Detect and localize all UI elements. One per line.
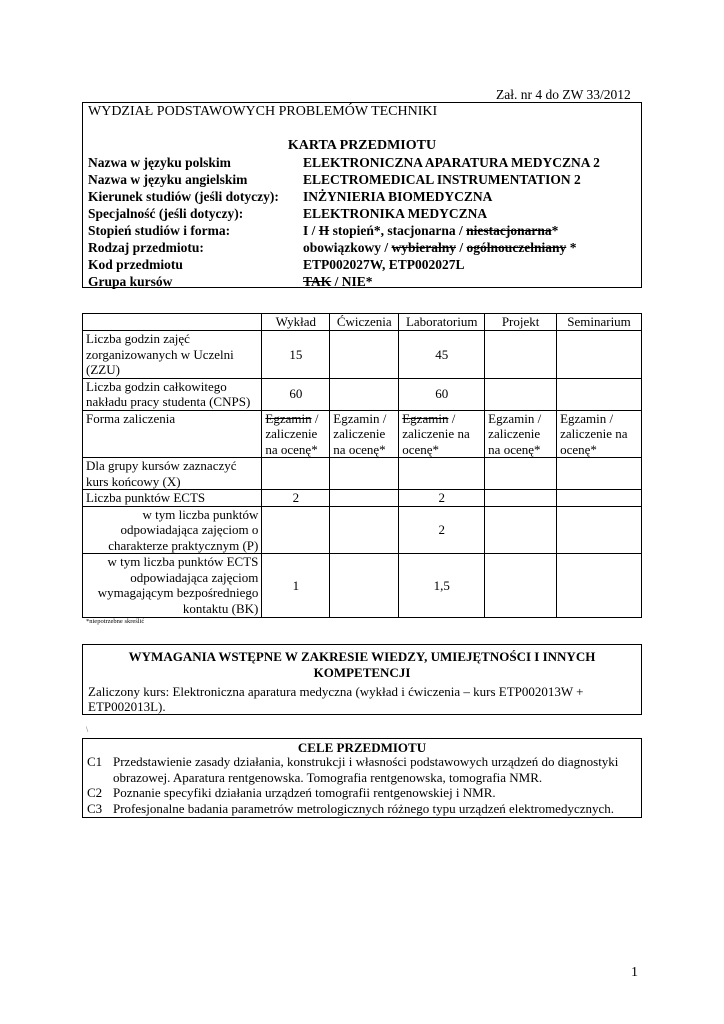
course-group-label: Grupa kursów: [88, 274, 173, 289]
table-row: [83, 410, 642, 458]
table-header-cell: Wykład: [262, 314, 330, 331]
course-group-struck: TAK: [303, 274, 332, 289]
name-polish-value: ELEKTRONICZNA APARATURA MEDYCZNA 2: [303, 155, 600, 170]
goal-text: Profesjonalne badania parametrów metrologicznych różnego typu urządzeń elektromedycznych.: [113, 801, 615, 816]
row-label: Liczba godzin zajęć zorganizowanych w Uczelni (ZZU): [83, 331, 262, 379]
table-cell: 60: [262, 378, 330, 410]
table-row: [83, 490, 642, 507]
study-level-part: I /: [303, 223, 319, 238]
table-row: [83, 458, 642, 490]
course-type-part: /: [456, 240, 467, 255]
field-of-study-row: [88, 189, 492, 205]
name-polish-row: [88, 155, 600, 171]
option-text: Egzamin /: [488, 410, 542, 426]
course-type-row: [88, 240, 576, 256]
goal-code: C1: [87, 754, 103, 769]
table-cell: [485, 410, 557, 458]
attachment-reference: Zał. nr 4 do ZW 33/2012: [496, 87, 631, 102]
table-cell: 2: [262, 490, 330, 507]
goals-title: CELE PRZEDMIOTU: [297, 740, 427, 755]
table-cell: [330, 490, 399, 507]
table-header-cell: Projekt: [485, 314, 557, 331]
table-cell: 2: [399, 490, 485, 507]
table-header-cell: [83, 314, 262, 331]
table-cell: [330, 506, 399, 554]
table-cell: 1,5: [399, 554, 485, 618]
name-english-label: Nazwa w języku angielskim: [88, 172, 248, 187]
footnote: *niepotrzebne skreślić: [86, 618, 145, 625]
table-cell: [330, 458, 399, 490]
table-row: [83, 331, 642, 379]
option-text: zaliczenie na ocenę*: [488, 426, 541, 457]
course-type-struck: wybieralny: [391, 240, 457, 255]
card-title: KARTA PRZEDMIOTU: [287, 138, 437, 153]
table-cell: [262, 458, 330, 490]
table-header-row: [83, 314, 642, 331]
course-type-struck: ogólnouczelniany: [466, 240, 567, 255]
table-cell: [557, 458, 642, 490]
table-cell: 15: [262, 331, 330, 379]
table-header-cell: Ćwiczenia: [330, 314, 399, 331]
table-cell: [330, 410, 399, 458]
table-cell: [557, 378, 642, 410]
faculty-name: WYDZIAŁ PODSTAWOWYCH PROBLEMÓW TECHNIKI: [88, 104, 438, 119]
table-cell: 1: [262, 554, 330, 618]
study-level-label: Stopień studiów i forma:: [88, 223, 231, 238]
goal-text: Poznanie specyfiki działania urządzeń tomografii rentgenowskiej i NMR.: [113, 785, 496, 800]
table-row: [83, 378, 642, 410]
study-form-struck: niestacjonarna: [466, 223, 552, 238]
table-cell: [557, 490, 642, 507]
struck-option: Egzamin: [402, 410, 449, 426]
option-text: zaliczenie na ocenę*: [402, 426, 470, 457]
study-level-struck: II: [318, 223, 330, 238]
table-cell: [330, 331, 399, 379]
study-level-part: *: [551, 223, 559, 238]
table-cell: [557, 410, 642, 458]
table-cell: [485, 490, 557, 507]
row-label: w tym liczba punktów ECTS odpowiadająca zajęciom wymagającym bezpośredniego kontaktu (BK): [83, 554, 262, 618]
option-text: Egzamin /: [333, 410, 387, 426]
table-header-cell: Laboratorium: [399, 314, 485, 331]
table-cell: 2: [399, 506, 485, 554]
course-code-label: Kod przedmiotu: [88, 257, 183, 272]
table-cell: [485, 378, 557, 410]
table-cell: [399, 458, 485, 490]
course-group-row: [88, 274, 373, 290]
table-cell: [485, 458, 557, 490]
course-type-label: Rodzaj przedmiotu:: [88, 240, 204, 255]
row-label: Dla grupy kursów zaznaczyć kurs końcowy (X): [83, 458, 262, 490]
row-label: Liczba punktów ECTS: [83, 490, 262, 507]
course-header-box: [82, 102, 642, 288]
goal-text: Przedstawienie zasady działania, konstrukcji i własności podstawowych urządzeń do diagnostyki obrazowej. Aparatura rentgenowska. Tomografia rentgenowska, tomografia NMR.: [113, 754, 619, 785]
option-separator: /: [311, 410, 319, 426]
table-cell: [485, 554, 557, 618]
table-cell: [330, 554, 399, 618]
table-row: [83, 554, 642, 618]
course-goals-box: [82, 738, 642, 818]
option-text: zaliczenie na ocenę*: [560, 426, 628, 457]
table-header-cell: Seminarium: [557, 314, 642, 331]
course-type-part: obowiązkowy /: [303, 240, 392, 255]
name-english-value: ELECTROMEDICAL INSTRUMENTATION 2: [303, 172, 581, 187]
field-of-study-value: INŻYNIERIA BIOMEDYCZNA: [303, 189, 493, 204]
option-text: zaliczenie na ocenę*: [265, 426, 318, 457]
field-of-study-label: Kierunek studiów (jeśli dotyczy):: [88, 189, 279, 204]
table-cell: [557, 554, 642, 618]
option-text: zaliczenie na ocenę*: [333, 426, 386, 457]
table-cell: 45: [399, 331, 485, 379]
specialty-value: ELEKTRONIKA MEDYCZNA: [303, 206, 488, 221]
course-group-part: / NIE*: [331, 274, 373, 289]
table-cell: 60: [399, 378, 485, 410]
requirements-title: WYMAGANIA WSTĘPNE W ZAKRESIE WIEDZY, UMIEJĘTNOŚCI I INNYCH KOMPETENCJI: [128, 649, 596, 680]
table-row: [83, 506, 642, 554]
specialty-label: Specjalność (jeśli dotyczy):: [88, 206, 244, 221]
goal-item: [87, 754, 637, 785]
table-cell: [485, 506, 557, 554]
table-cell: [399, 410, 485, 458]
requirements-text: Zaliczony kurs: Elektroniczna aparatura medyczna (wykład i ćwiczenia – kurs ETP002013W + ETP002013L).: [88, 684, 584, 714]
table-cell: [485, 331, 557, 379]
table-cell: [330, 378, 399, 410]
option-text: Egzamin /: [560, 410, 614, 426]
study-level-part: stopień*, stacjonarna /: [329, 223, 467, 238]
row-label: Liczba godzin całkowitego nakładu pracy studenta (CNPS): [83, 378, 262, 410]
course-code-value: ETP002027W, ETP002027L: [303, 257, 465, 272]
page-number: 1: [631, 965, 638, 980]
course-type-part: *: [566, 240, 577, 255]
specialty-row: [88, 206, 487, 222]
name-english-row: [88, 172, 581, 188]
table-cell: [557, 506, 642, 554]
name-polish-label: Nazwa w języku polskim: [88, 155, 231, 170]
goal-item: [87, 785, 637, 801]
goal-code: C2: [87, 785, 103, 800]
table-cell: [557, 331, 642, 379]
study-level-row: [88, 223, 558, 239]
goal-code: C3: [87, 801, 103, 816]
option-separator: /: [448, 410, 456, 426]
table-cell: [262, 506, 330, 554]
course-code-row: [88, 257, 465, 273]
row-label: Forma zaliczenia: [83, 410, 262, 458]
goal-item: [87, 801, 637, 817]
struck-option: Egzamin: [265, 410, 312, 426]
stray-mark: \: [86, 725, 89, 734]
table-cell: [262, 410, 330, 458]
requirements-box: [82, 644, 642, 715]
row-label: w tym liczba punktów odpowiadająca zajęciom o charakterze praktycznym (P): [83, 506, 262, 554]
hours-table: [82, 313, 642, 618]
